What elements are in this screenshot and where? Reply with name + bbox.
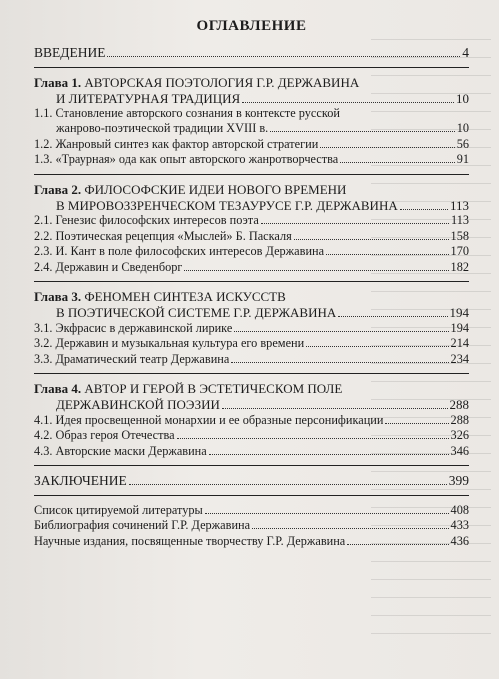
entry-label: Список цитируемой литературы (34, 502, 203, 517)
page-number: 194 (450, 320, 469, 335)
entry-label: 2.4. Державин и Сведенборг (34, 259, 183, 274)
page-number: 113 (451, 213, 469, 227)
chapter-number: Глава 3. (34, 289, 82, 304)
dot-leader (242, 102, 454, 103)
appendix-list (34, 503, 469, 550)
toc-entry[interactable] (34, 213, 469, 229)
entry-label: 2.2. Поэтическая рецепция «Мыслей» Б. Паскаля (34, 228, 292, 243)
toc-entry[interactable] (34, 106, 469, 137)
entry-label: 1.3. «Траурная» ода как опыт авторского жанротворчества (34, 152, 339, 166)
page-number: 10 (456, 121, 469, 135)
page-number: 170 (450, 244, 469, 258)
entry-label: 4.3. Авторские маски Державина (34, 443, 207, 458)
chapter-title-line1: ФИЛОСОФСКИЕ ИДЕИ НОВОГО ВРЕМЕНИ (84, 181, 347, 197)
entry-label: 1.2. Жанровый синтез как фактор авторской стратегии (34, 136, 319, 151)
dot-leader (107, 56, 460, 57)
chapter-2 (34, 182, 469, 276)
toc-entry[interactable] (34, 152, 469, 168)
dot-leader (347, 544, 448, 545)
chapter-3 (34, 289, 469, 367)
toc-entry[interactable] (34, 413, 469, 429)
page-number: 399 (448, 473, 469, 488)
dot-leader (222, 408, 448, 409)
page-number: 194 (449, 305, 469, 320)
entry-label: ВВЕДЕНИЕ (34, 45, 106, 60)
entry-label: Научные издания, посвященные творчеству Г.Р. Державина (34, 533, 346, 548)
dot-leader (252, 528, 448, 529)
page-number: 182 (450, 259, 469, 274)
page-title: ОГЛАВЛЕНИЕ (196, 18, 307, 34)
toc-entry[interactable] (34, 534, 469, 550)
page-number: 436 (450, 533, 469, 548)
page-number: 10 (456, 90, 469, 106)
chapter-title-line1: АВТОР И ГЕРОЙ В ЭСТЕТИЧЕСКОМ ПОЛЕ (84, 381, 343, 396)
entry-label: Библиография сочинений Г.Р. Державина (34, 518, 251, 532)
dot-leader (129, 484, 447, 485)
page-number: 288 (450, 412, 469, 427)
section-divider (34, 465, 469, 466)
chapter-heading[interactable] (34, 289, 469, 321)
section-divider (34, 495, 469, 496)
chapter-title-line2: В МИРОВОЗЗРЕНЧЕСКОМ ТЕЗАУРУСЕ Г.Р. ДЕРЖАВИНА (56, 197, 398, 213)
toc-entry[interactable] (34, 137, 469, 153)
page-number: 113 (449, 197, 469, 213)
page-number: 234 (450, 351, 469, 366)
page-number: 158 (450, 228, 469, 243)
chapter-title-line2: В ПОЭТИЧЕСКОЙ СИСТЕМЕ Г.Р. ДЕРЖАВИНА (56, 305, 337, 320)
page-number: 91 (456, 152, 469, 166)
dot-leader (234, 331, 448, 332)
entry-label: 3.2. Державин и музыкальная культура его времени (34, 336, 305, 350)
dot-leader (320, 147, 454, 148)
section-divider (34, 373, 469, 374)
page-number: 288 (449, 397, 469, 412)
entry-label: 4.1. Идея просвещенной монархии и ее образные персонификации (34, 412, 384, 427)
chapter-number: Глава 4. (34, 381, 82, 396)
entry-label-line1: 1.1. Становление авторского сознания в контексте русской (34, 106, 340, 120)
toc-entry-conclusion[interactable] (34, 473, 469, 489)
toc-entry[interactable] (34, 503, 469, 519)
dot-leader (231, 362, 448, 363)
dot-leader (294, 239, 449, 240)
page-number: 326 (450, 428, 469, 442)
toc-entry[interactable] (34, 352, 469, 368)
entry-label-line2: жанрово-поэтической традиции XVIII в. (56, 121, 269, 135)
toc-entry[interactable] (34, 244, 469, 260)
section-divider (34, 281, 469, 282)
dot-leader (385, 423, 448, 424)
chapter-title-line1: АВТОРСКАЯ ПОЭТОЛОГИЯ Г.Р. ДЕРЖАВИНА (84, 74, 360, 90)
entry-label: 4.2. Образ героя Отечества (34, 428, 175, 442)
page-number: 346 (450, 443, 469, 458)
chapter-heading[interactable] (34, 75, 469, 107)
chapter-number: Глава 2. (34, 181, 82, 197)
section-divider (34, 67, 469, 68)
page-number: 214 (450, 336, 469, 350)
entry-label: 3.3. Драматический театр Державина (34, 351, 230, 366)
entry-label: ЗАКЛЮЧЕНИЕ (34, 473, 127, 488)
dot-leader (205, 513, 449, 514)
toc-entry[interactable] (34, 444, 469, 460)
chapter-heading[interactable] (34, 182, 469, 214)
chapter-number: Глава 1. (34, 74, 82, 90)
chapter-title-line1: ФЕНОМЕН СИНТЕЗА ИСКУССТВ (84, 289, 286, 304)
page-number: 56 (456, 136, 469, 151)
chapter-4 (34, 381, 469, 459)
toc-entry[interactable] (34, 518, 469, 534)
toc-entry[interactable] (34, 260, 469, 276)
toc-entry[interactable] (34, 428, 469, 444)
dot-leader (261, 223, 449, 224)
dot-leader (338, 316, 447, 317)
dot-leader (326, 254, 448, 255)
dot-leader (270, 131, 454, 132)
entry-label: 2.1. Генезис философских интересов поэта (34, 213, 259, 227)
toc-entry[interactable] (34, 229, 469, 245)
dot-leader (400, 209, 448, 210)
chapter-1 (34, 75, 469, 168)
entry-label: 2.3. И. Кант в поле философских интересов Державина (34, 244, 325, 258)
chapter-heading[interactable] (34, 381, 469, 413)
entry-label: 3.1. Экфрасис в державинской лирике (34, 320, 233, 335)
toc-entry[interactable] (34, 321, 469, 337)
page-number: 433 (450, 518, 469, 532)
page-number: 4 (462, 45, 469, 60)
dot-leader (306, 346, 448, 347)
dot-leader (209, 454, 449, 455)
dot-leader (340, 162, 454, 163)
toc-entry-intro[interactable] (34, 45, 469, 61)
dot-leader (177, 438, 449, 439)
section-divider (34, 174, 469, 175)
chapter-title-line2: ДЕРЖАВИНСКОЙ ПОЭЗИИ (56, 397, 220, 412)
chapter-title-line2: И ЛИТЕРАТУРНАЯ ТРАДИЦИЯ (56, 90, 241, 106)
toc-entry[interactable] (34, 336, 469, 352)
page-number: 408 (450, 502, 469, 517)
dot-leader (184, 270, 448, 271)
